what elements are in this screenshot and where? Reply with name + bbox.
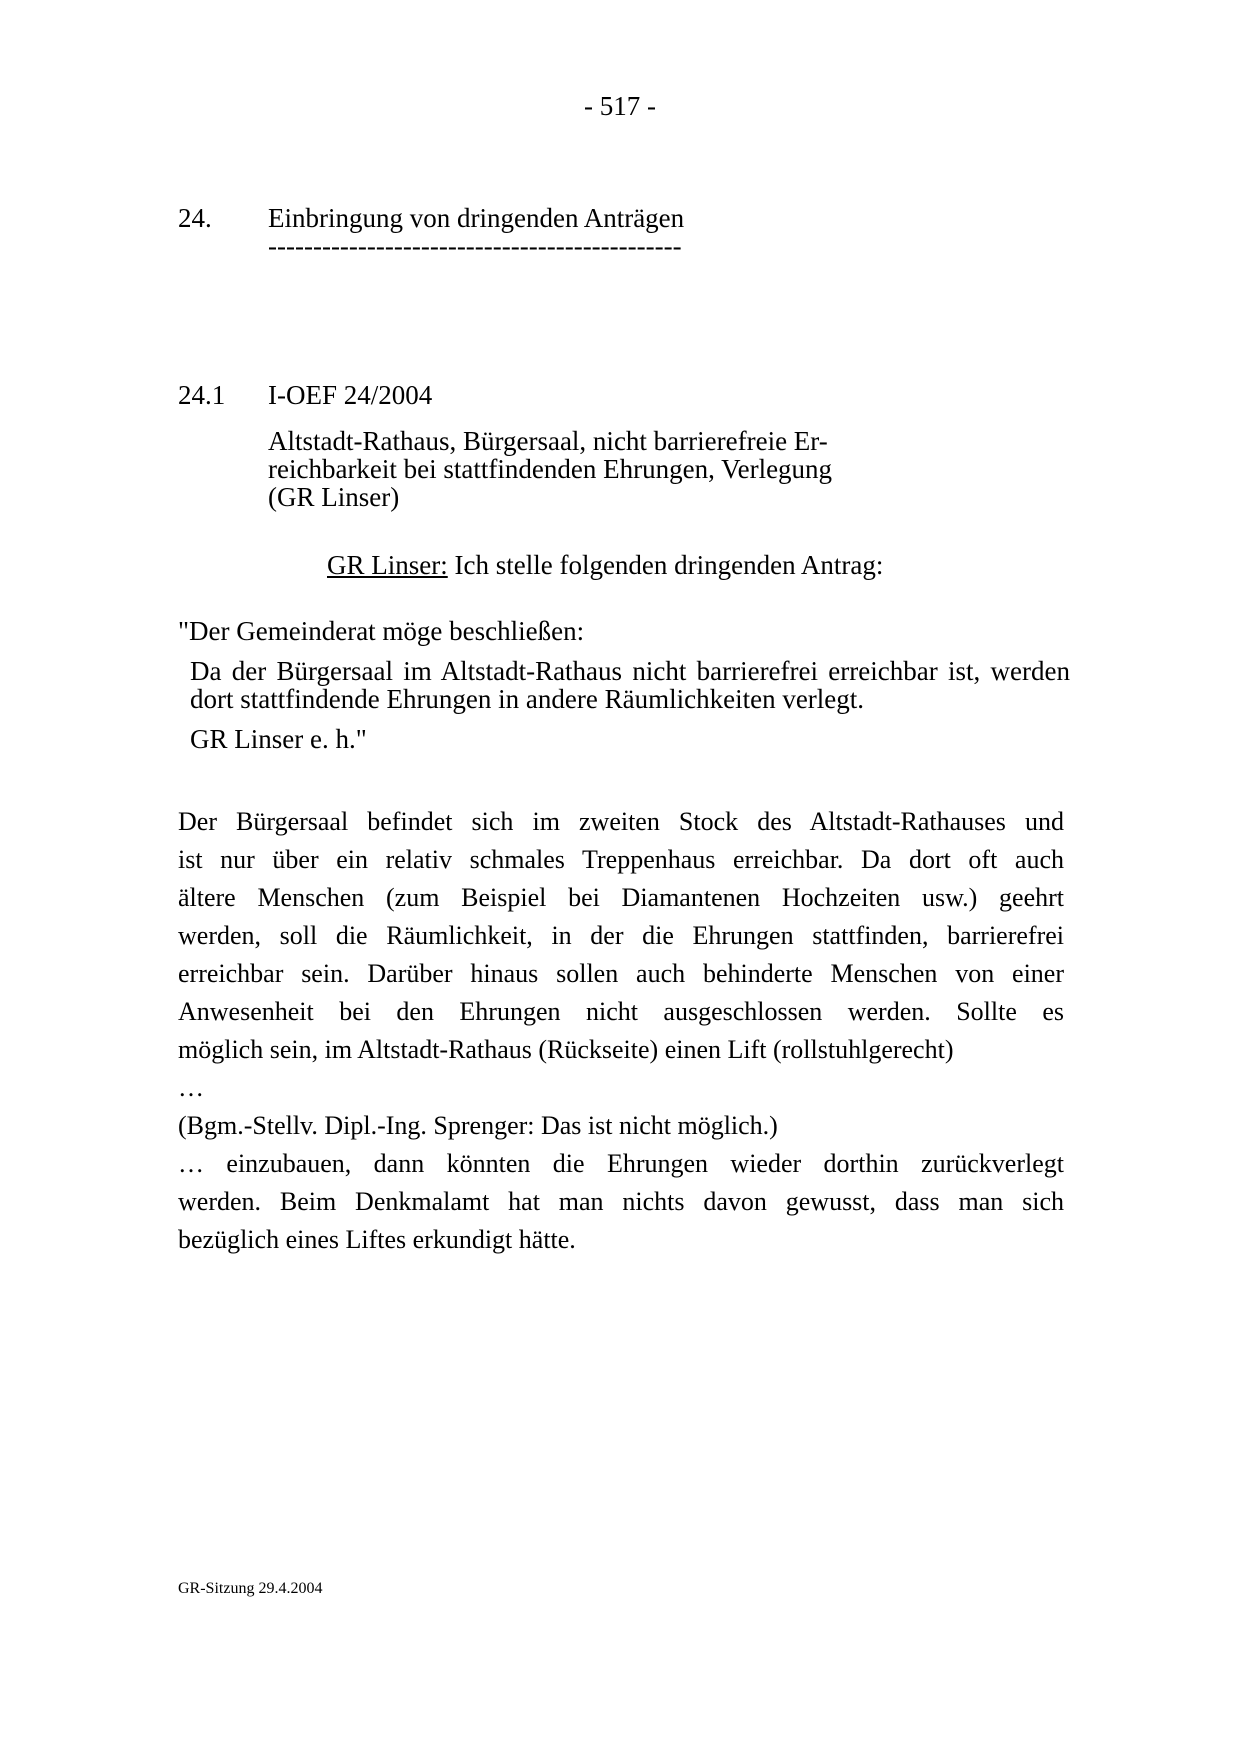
page-number: - 517 -: [584, 91, 656, 121]
section-underline-rule: ----------------------------------------------: [268, 231, 682, 261]
body-line: erreichbar sein. Darüber hinaus sollen auch behinderte Menschen von einer: [178, 959, 1064, 988]
subsection-author: (GR Linser): [268, 482, 400, 512]
body-line: … einzubauen, dann könnten die Ehrungen wieder dorthin zurückverlegt: [178, 1149, 1064, 1178]
section-title: Einbringung von dringenden Anträgen: [268, 203, 685, 233]
page-footer: GR-Sitzung 29.4.2004: [178, 1580, 323, 1597]
subsection-subject: [268, 427, 908, 483]
speaker-text: Ich stelle folgenden dringenden Antrag:: [447, 550, 884, 580]
subject-line: reichbarkeit bei stattfindenden Ehrungen, Verlegung: [268, 454, 833, 484]
speaker-statement: [327, 551, 883, 579]
body-paragraph: [178, 803, 1064, 1259]
body-line: …: [178, 1073, 204, 1102]
body-line: möglich sein, im Altstadt-Rathaus (Rückseite) einen Lift (rollstuhlgerecht): [178, 1035, 954, 1064]
body-line: werden. Beim Denkmalamt hat man nichts davon gewusst, dass man sich: [178, 1187, 1064, 1216]
speaker-name: GR Linser:: [327, 550, 448, 580]
motion-intro: "Der Gemeinderat möge beschließen:: [178, 616, 585, 646]
body-line: ältere Menschen (zum Beispiel bei Diamantenen Hochzeiten usw.) geehrt: [178, 883, 1064, 912]
subsection-reference: I-OEF 24/2004: [268, 380, 433, 410]
interjection-line: (Bgm.-Stellv. Dipl.-Ing. Sprenger: Das ist nicht möglich.): [178, 1111, 778, 1140]
subsection-number: 24.1: [178, 380, 226, 410]
motion-signature: GR Linser e. h.": [190, 724, 367, 754]
body-line: ist nur über ein relativ schmales Treppenhaus erreichbar. Da dort oft auch: [178, 845, 1064, 874]
subject-line: Altstadt-Rathaus, Bürgersaal, nicht barrierefreie Er-: [268, 426, 828, 456]
motion-text: Da der Bürgersaal im Altstadt-Rathaus nicht barrierefrei erreichbar ist, werden dort stattfindende Ehrungen in andere Räumlichkeiten verlegt.: [190, 656, 1070, 714]
body-line: bezüglich eines Liftes erkundigt hätte.: [178, 1225, 576, 1254]
body-line: werden, soll die Räumlichkeit, in der die Ehrungen stattfinden, barrierefrei: [178, 921, 1064, 950]
section-number: 24.: [178, 203, 212, 233]
body-line: Anwesenheit bei den Ehrungen nicht ausgeschlossen werden. Sollte es: [178, 997, 1064, 1026]
body-line: Der Bürgersaal befindet sich im zweiten Stock des Altstadt-Rathauses und: [178, 807, 1064, 836]
